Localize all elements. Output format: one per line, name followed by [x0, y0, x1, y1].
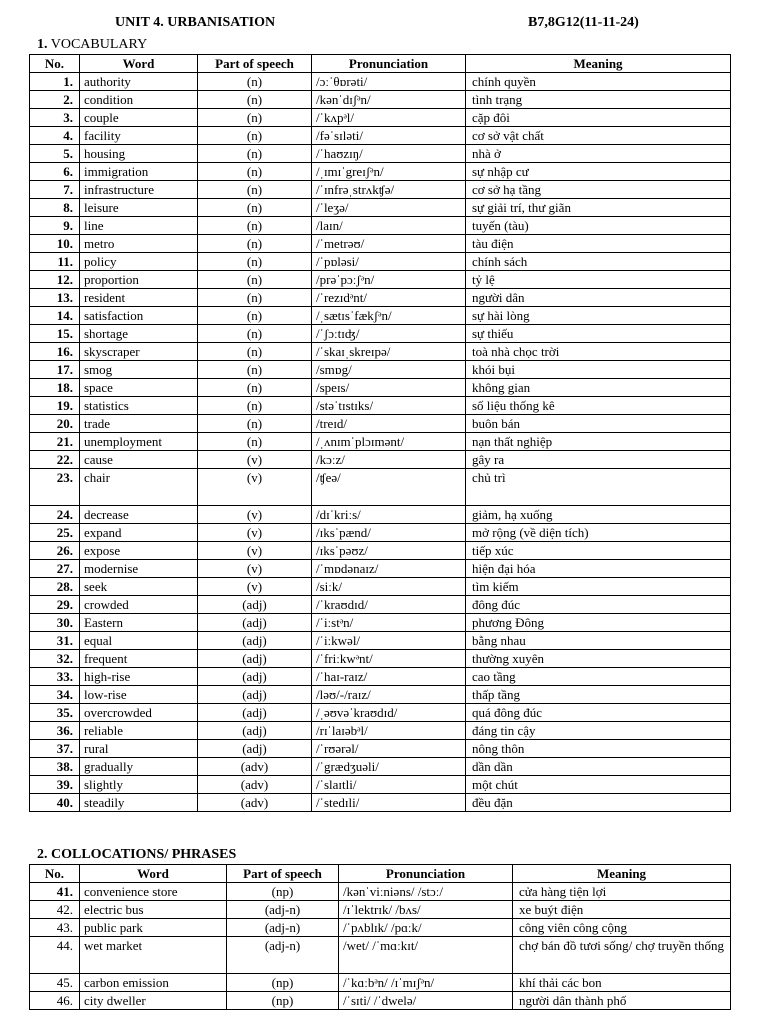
- row-number: 14.: [30, 307, 80, 325]
- vocabulary-header-row: [30, 55, 731, 73]
- row-number: 42.: [30, 901, 80, 919]
- table-row: [30, 668, 731, 686]
- meaning-cell: giảm, hạ xuống: [466, 506, 731, 524]
- pronunciation-cell: /ˌəʊvəˈkraʊdɪd/: [312, 704, 466, 722]
- word-cell: overcrowded: [80, 704, 198, 722]
- meaning-cell: quá đông đúc: [466, 704, 731, 722]
- word-cell: seek: [80, 578, 198, 596]
- column-header: No.: [30, 55, 80, 73]
- meaning-cell: tiếp xúc: [466, 542, 731, 560]
- meaning-cell: nông thôn: [466, 740, 731, 758]
- meaning-cell: toà nhà chọc trời: [466, 343, 731, 361]
- part-of-speech-cell: (np): [227, 974, 339, 992]
- part-of-speech-cell: (n): [198, 289, 312, 307]
- table-row: [30, 794, 731, 812]
- pronunciation-cell: /ɔːˈθɒrəti/: [312, 73, 466, 91]
- part-of-speech-cell: (v): [198, 451, 312, 469]
- word-cell: carbon emission: [80, 974, 227, 992]
- meaning-cell: nhà ở: [466, 145, 731, 163]
- word-cell: convenience store: [80, 883, 227, 901]
- pronunciation-cell: /ˈslaɪtli/: [312, 776, 466, 794]
- pronunciation-cell: /ˈleʒə/: [312, 199, 466, 217]
- word-cell: gradually: [80, 758, 198, 776]
- row-number: 22.: [30, 451, 80, 469]
- table-row: [30, 109, 731, 127]
- pronunciation-cell: /ˈrezɪdᵊnt/: [312, 289, 466, 307]
- table-row: [30, 73, 731, 91]
- table-row: [30, 578, 731, 596]
- part-of-speech-cell: (adj-n): [227, 919, 339, 937]
- word-cell: policy: [80, 253, 198, 271]
- part-of-speech-cell: (adj-n): [227, 937, 339, 974]
- meaning-cell: cặp đôi: [466, 109, 731, 127]
- table-row: [30, 776, 731, 794]
- meaning-cell: người dân: [466, 289, 731, 307]
- meaning-cell: cơ sở vật chất: [466, 127, 731, 145]
- row-number: 10.: [30, 235, 80, 253]
- word-cell: cause: [80, 451, 198, 469]
- part-of-speech-cell: (v): [198, 560, 312, 578]
- table-row: [30, 199, 731, 217]
- row-number: 7.: [30, 181, 80, 199]
- row-number: 3.: [30, 109, 80, 127]
- word-cell: slightly: [80, 776, 198, 794]
- column-header: Word: [80, 865, 227, 883]
- table-row: [30, 307, 731, 325]
- row-number: 12.: [30, 271, 80, 289]
- meaning-cell: bằng nhau: [466, 632, 731, 650]
- part-of-speech-cell: (n): [198, 199, 312, 217]
- part-of-speech-cell: (np): [227, 992, 339, 1010]
- column-header: No.: [30, 865, 80, 883]
- row-number: 31.: [30, 632, 80, 650]
- word-cell: leisure: [80, 199, 198, 217]
- collocations-body: [30, 883, 731, 1010]
- pronunciation-cell: /ˈʃɔːtɪʤ/: [312, 325, 466, 343]
- vocabulary-body: [30, 73, 731, 812]
- word-cell: crowded: [80, 596, 198, 614]
- pronunciation-cell: /ˈpɒləsi/: [312, 253, 466, 271]
- table-row: [30, 91, 731, 109]
- row-number: 32.: [30, 650, 80, 668]
- part-of-speech-cell: (n): [198, 181, 312, 199]
- table-row: [30, 397, 731, 415]
- part-of-speech-cell: (adj): [198, 596, 312, 614]
- word-cell: equal: [80, 632, 198, 650]
- part-of-speech-cell: (adj): [198, 704, 312, 722]
- word-cell: couple: [80, 109, 198, 127]
- part-of-speech-cell: (v): [198, 542, 312, 560]
- table-row: [30, 469, 731, 506]
- meaning-cell: chính quyền: [466, 73, 731, 91]
- table-row: [30, 289, 731, 307]
- word-cell: authority: [80, 73, 198, 91]
- word-cell: proportion: [80, 271, 198, 289]
- word-cell: shortage: [80, 325, 198, 343]
- word-cell: immigration: [80, 163, 198, 181]
- meaning-cell: tình trạng: [466, 91, 731, 109]
- part-of-speech-cell: (n): [198, 325, 312, 343]
- row-number: 37.: [30, 740, 80, 758]
- word-cell: steadily: [80, 794, 198, 812]
- section-vocabulary-heading: [37, 37, 147, 53]
- part-of-speech-cell: (n): [198, 163, 312, 181]
- word-cell: unemployment: [80, 433, 198, 451]
- table-row: [30, 415, 731, 433]
- part-of-speech-cell: (adj): [198, 686, 312, 704]
- pronunciation-cell: /ˈskaɪˌskreɪpə/: [312, 343, 466, 361]
- row-number: 25.: [30, 524, 80, 542]
- table-row: [30, 650, 731, 668]
- row-number: 5.: [30, 145, 80, 163]
- row-number: 29.: [30, 596, 80, 614]
- row-number: 33.: [30, 668, 80, 686]
- meaning-cell: gây ra: [466, 451, 731, 469]
- meaning-cell: tìm kiếm: [466, 578, 731, 596]
- pronunciation-cell: /siːk/: [312, 578, 466, 596]
- word-cell: expand: [80, 524, 198, 542]
- pronunciation-cell: /ˈhaɪ-raɪz/: [312, 668, 466, 686]
- pronunciation-cell: /smɒg/: [312, 361, 466, 379]
- pronunciation-cell: /prəˈpɔːʃᵊn/: [312, 271, 466, 289]
- row-number: 27.: [30, 560, 80, 578]
- word-cell: high-rise: [80, 668, 198, 686]
- word-cell: trade: [80, 415, 198, 433]
- part-of-speech-cell: (adj): [198, 632, 312, 650]
- part-of-speech-cell: (v): [198, 506, 312, 524]
- table-row: [30, 325, 731, 343]
- row-number: 28.: [30, 578, 80, 596]
- table-row: [30, 722, 731, 740]
- table-row: [30, 127, 731, 145]
- part-of-speech-cell: (adv): [198, 776, 312, 794]
- meaning-cell: phương Đông: [466, 614, 731, 632]
- part-of-speech-cell: (n): [198, 397, 312, 415]
- pronunciation-cell: /ˈsɪti/ /ˈdwelə/: [339, 992, 513, 1010]
- word-cell: skyscraper: [80, 343, 198, 361]
- meaning-cell: sự hài lòng: [466, 307, 731, 325]
- word-cell: condition: [80, 91, 198, 109]
- pronunciation-cell: /kɔːz/: [312, 451, 466, 469]
- part-of-speech-cell: (n): [198, 271, 312, 289]
- part-of-speech-cell: (adv): [198, 758, 312, 776]
- table-row: [30, 992, 731, 1010]
- meaning-cell: thường xuyên: [466, 650, 731, 668]
- word-cell: rural: [80, 740, 198, 758]
- column-header: Meaning: [466, 55, 731, 73]
- column-header: Part of speech: [227, 865, 339, 883]
- pronunciation-cell: /ˈpʌblɪk/ /pɑːk/: [339, 919, 513, 937]
- column-header: Meaning: [513, 865, 731, 883]
- pronunciation-cell: /kənˈdɪʃᵊn/: [312, 91, 466, 109]
- row-number: 40.: [30, 794, 80, 812]
- table-row: [30, 235, 731, 253]
- table-row: [30, 883, 731, 901]
- part-of-speech-cell: (n): [198, 145, 312, 163]
- table-row: [30, 217, 731, 235]
- part-of-speech-cell: (n): [198, 235, 312, 253]
- word-cell: wet market: [80, 937, 227, 974]
- row-number: 11.: [30, 253, 80, 271]
- pronunciation-cell: /ɪˈlektrɪk/ /bʌs/: [339, 901, 513, 919]
- meaning-cell: người dân thành phố: [513, 992, 731, 1010]
- part-of-speech-cell: (n): [198, 433, 312, 451]
- word-cell: satisfaction: [80, 307, 198, 325]
- word-cell: housing: [80, 145, 198, 163]
- meaning-cell: chủ trì: [466, 469, 731, 506]
- row-number: 36.: [30, 722, 80, 740]
- table-row: [30, 937, 731, 974]
- column-header: Pronunciation: [312, 55, 466, 73]
- pronunciation-cell: /ˈmetrəʊ/: [312, 235, 466, 253]
- row-number: 41.: [30, 883, 80, 901]
- row-number: 20.: [30, 415, 80, 433]
- meaning-cell: công viên công cộng: [513, 919, 731, 937]
- word-cell: smog: [80, 361, 198, 379]
- row-number: 38.: [30, 758, 80, 776]
- part-of-speech-cell: (np): [227, 883, 339, 901]
- pronunciation-cell: /ˈiːstᵊn/: [312, 614, 466, 632]
- row-number: 24.: [30, 506, 80, 524]
- collocations-table: [29, 864, 731, 1010]
- part-of-speech-cell: (n): [198, 253, 312, 271]
- row-number: 19.: [30, 397, 80, 415]
- row-number: 16.: [30, 343, 80, 361]
- row-number: 23.: [30, 469, 80, 506]
- table-row: [30, 614, 731, 632]
- part-of-speech-cell: (n): [198, 343, 312, 361]
- row-number: 1.: [30, 73, 80, 91]
- pronunciation-cell: /ləʊ/-/raɪz/: [312, 686, 466, 704]
- meaning-cell: nạn thất nghiệp: [466, 433, 731, 451]
- meaning-cell: dần dần: [466, 758, 731, 776]
- word-cell: city dweller: [80, 992, 227, 1010]
- meaning-cell: tàu điện: [466, 235, 731, 253]
- collocations-header-row: [30, 865, 731, 883]
- word-cell: expose: [80, 542, 198, 560]
- part-of-speech-cell: (adj): [198, 740, 312, 758]
- word-cell: facility: [80, 127, 198, 145]
- table-row: [30, 560, 731, 578]
- row-number: 44.: [30, 937, 80, 974]
- meaning-cell: đều đặn: [466, 794, 731, 812]
- part-of-speech-cell: (n): [198, 361, 312, 379]
- part-of-speech-cell: (n): [198, 127, 312, 145]
- pronunciation-cell: /dɪˈkriːs/: [312, 506, 466, 524]
- meaning-cell: xe buýt điện: [513, 901, 731, 919]
- pronunciation-cell: /ˈstedɪli/: [312, 794, 466, 812]
- meaning-cell: sự nhập cư: [466, 163, 731, 181]
- table-row: [30, 451, 731, 469]
- part-of-speech-cell: (n): [198, 217, 312, 235]
- table-row: [30, 163, 731, 181]
- pronunciation-cell: /rɪˈlaɪəbᵊl/: [312, 722, 466, 740]
- meaning-cell: cao tầng: [466, 668, 731, 686]
- meaning-cell: đông đúc: [466, 596, 731, 614]
- pronunciation-cell: /ˈkraʊdɪd/: [312, 596, 466, 614]
- pronunciation-cell: /ɪksˈpænd/: [312, 524, 466, 542]
- table-row: [30, 919, 731, 937]
- row-number: 34.: [30, 686, 80, 704]
- word-cell: statistics: [80, 397, 198, 415]
- row-number: 45.: [30, 974, 80, 992]
- unit-title: UNIT 4. URBANISATION: [115, 15, 276, 30]
- row-number: 21.: [30, 433, 80, 451]
- pronunciation-cell: /ɪksˈpəʊz/: [312, 542, 466, 560]
- pronunciation-cell: /fəˈsɪləti/: [312, 127, 466, 145]
- meaning-cell: một chút: [466, 776, 731, 794]
- meaning-cell: cơ sở hạ tầng: [466, 181, 731, 199]
- pronunciation-cell: /kənˈviːniəns/ /stɔː/: [339, 883, 513, 901]
- pronunciation-cell: /speɪs/: [312, 379, 466, 397]
- pronunciation-cell: /ˈkɑːbᵊn/ /ɪˈmɪʃᵊn/: [339, 974, 513, 992]
- word-cell: infrastructure: [80, 181, 198, 199]
- meaning-cell: không gian: [466, 379, 731, 397]
- part-of-speech-cell: (n): [198, 109, 312, 127]
- row-number: 4.: [30, 127, 80, 145]
- table-row: [30, 433, 731, 451]
- row-number: 35.: [30, 704, 80, 722]
- part-of-speech-cell: (v): [198, 524, 312, 542]
- pronunciation-cell: /treɪd/: [312, 415, 466, 433]
- pronunciation-cell: /ˌɪmɪˈgreɪʃᵊn/: [312, 163, 466, 181]
- part-of-speech-cell: (adj-n): [227, 901, 339, 919]
- table-row: [30, 361, 731, 379]
- pronunciation-cell: /ˈrʊərəl/: [312, 740, 466, 758]
- row-number: 9.: [30, 217, 80, 235]
- row-number: 30.: [30, 614, 80, 632]
- row-number: 15.: [30, 325, 80, 343]
- part-of-speech-cell: (adj): [198, 650, 312, 668]
- part-of-speech-cell: (n): [198, 91, 312, 109]
- word-cell: reliable: [80, 722, 198, 740]
- pronunciation-cell: /ˈgrædʒuəli/: [312, 758, 466, 776]
- table-row: [30, 181, 731, 199]
- word-cell: public park: [80, 919, 227, 937]
- word-cell: modernise: [80, 560, 198, 578]
- vocabulary-table: [29, 54, 731, 812]
- word-cell: resident: [80, 289, 198, 307]
- word-cell: electric bus: [80, 901, 227, 919]
- pronunciation-cell: /ˈmɒdənaɪz/: [312, 560, 466, 578]
- table-row: [30, 271, 731, 289]
- pronunciation-cell: /stəˈtɪstɪks/: [312, 397, 466, 415]
- part-of-speech-cell: (adv): [198, 794, 312, 812]
- table-row: [30, 740, 731, 758]
- table-row: [30, 253, 731, 271]
- column-header: Part of speech: [198, 55, 312, 73]
- word-cell: metro: [80, 235, 198, 253]
- part-of-speech-cell: (n): [198, 73, 312, 91]
- meaning-cell: tuyến (tàu): [466, 217, 731, 235]
- part-of-speech-cell: (n): [198, 379, 312, 397]
- table-row: [30, 145, 731, 163]
- column-header: Word: [80, 55, 198, 73]
- class-code: B7,8G12(11-11-24): [528, 15, 639, 30]
- column-header: Pronunciation: [339, 865, 513, 883]
- meaning-cell: sự thiếu: [466, 325, 731, 343]
- pronunciation-cell: /ˈfriːkwᵊnt/: [312, 650, 466, 668]
- page-header: [0, 15, 768, 37]
- meaning-cell: khói bụi: [466, 361, 731, 379]
- pronunciation-cell: /ˈiːkwəl/: [312, 632, 466, 650]
- meaning-cell: tỷ lệ: [466, 271, 731, 289]
- row-number: 46.: [30, 992, 80, 1010]
- meaning-cell: cửa hàng tiện lợi: [513, 883, 731, 901]
- pronunciation-cell: /ʧeə/: [312, 469, 466, 506]
- meaning-cell: hiện đại hóa: [466, 560, 731, 578]
- table-row: [30, 343, 731, 361]
- part-of-speech-cell: (n): [198, 415, 312, 433]
- table-row: [30, 758, 731, 776]
- part-of-speech-cell: (adj): [198, 668, 312, 686]
- row-number: 2.: [30, 91, 80, 109]
- pronunciation-cell: /ˈɪnfrəˌstrʌkʧə/: [312, 181, 466, 199]
- word-cell: low-rise: [80, 686, 198, 704]
- pronunciation-cell: /ˈkʌpᵊl/: [312, 109, 466, 127]
- row-number: 18.: [30, 379, 80, 397]
- table-row: [30, 379, 731, 397]
- table-row: [30, 542, 731, 560]
- meaning-cell: đáng tin cậy: [466, 722, 731, 740]
- meaning-cell: buôn bán: [466, 415, 731, 433]
- word-cell: frequent: [80, 650, 198, 668]
- table-row: [30, 686, 731, 704]
- word-cell: decrease: [80, 506, 198, 524]
- table-row: [30, 974, 731, 992]
- section-title: VOCABULARY: [50, 37, 148, 52]
- part-of-speech-cell: (v): [198, 578, 312, 596]
- table-row: [30, 632, 731, 650]
- pronunciation-cell: /ˌsætɪsˈfækʃᵊn/: [312, 307, 466, 325]
- word-cell: line: [80, 217, 198, 235]
- part-of-speech-cell: (adj): [198, 614, 312, 632]
- table-row: [30, 524, 731, 542]
- pronunciation-cell: /ˈhaʊzɪŋ/: [312, 145, 466, 163]
- meaning-cell: số liệu thống kê: [466, 397, 731, 415]
- word-cell: space: [80, 379, 198, 397]
- word-cell: Eastern: [80, 614, 198, 632]
- row-number: 13.: [30, 289, 80, 307]
- row-number: 8.: [30, 199, 80, 217]
- table-row: [30, 901, 731, 919]
- part-of-speech-cell: (adj): [198, 722, 312, 740]
- part-of-speech-cell: (n): [198, 307, 312, 325]
- pronunciation-cell: /ˌʌnɪmˈplɔɪmənt/: [312, 433, 466, 451]
- table-row: [30, 704, 731, 722]
- row-number: 39.: [30, 776, 80, 794]
- table-row: [30, 506, 731, 524]
- meaning-cell: sự giải trí, thư giãn: [466, 199, 731, 217]
- section-collocations-heading: 2. COLLOCATIONS/ PHRASES: [37, 847, 237, 862]
- row-number: 6.: [30, 163, 80, 181]
- table-row: [30, 596, 731, 614]
- meaning-cell: khí thải các bon: [513, 974, 731, 992]
- row-number: 43.: [30, 919, 80, 937]
- row-number: 17.: [30, 361, 80, 379]
- pronunciation-cell: /wet/ /ˈmɑːkɪt/: [339, 937, 513, 974]
- part-of-speech-cell: (v): [198, 469, 312, 506]
- meaning-cell: chợ bán đồ tươi sống/ chợ truyền thống: [513, 937, 731, 974]
- meaning-cell: thấp tầng: [466, 686, 731, 704]
- meaning-cell: chính sách: [466, 253, 731, 271]
- word-cell: chair: [80, 469, 198, 506]
- meaning-cell: mở rộng (về diện tích): [466, 524, 731, 542]
- pronunciation-cell: /laɪn/: [312, 217, 466, 235]
- row-number: 26.: [30, 542, 80, 560]
- section-number: 1.: [37, 37, 48, 52]
